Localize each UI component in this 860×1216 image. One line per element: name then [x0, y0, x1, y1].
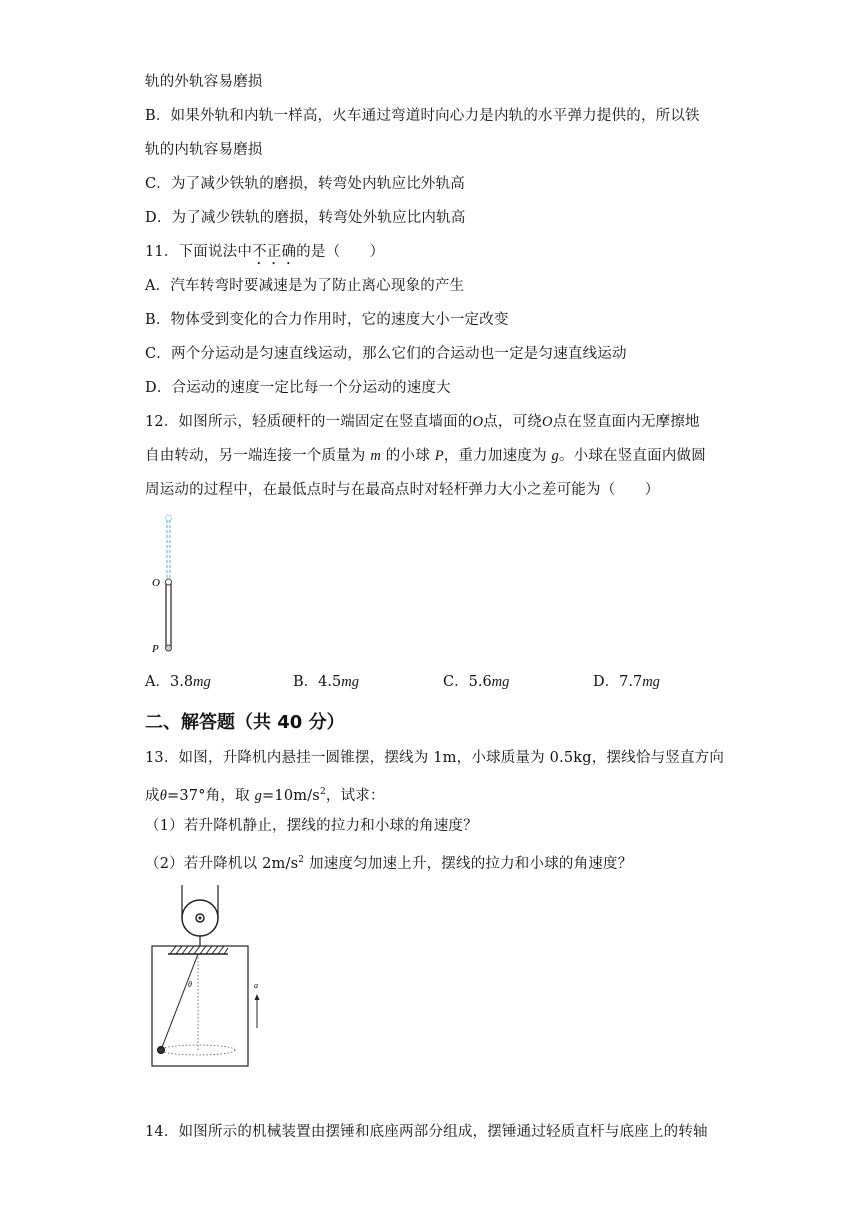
q13-part2: （2）若升降机以 $2m/s^2$ 加速度匀加速上升，摆线的拉力和小球的角速度？ [145, 855, 633, 872]
q13-stem-line1: 13．如图，升降机内悬挂一圆锥摆，摆线为 1m，小球质量为 0.5kg，摆线恰与竖直方向 [145, 750, 725, 766]
section-heading: 二、解答题（共 40 分） [145, 712, 345, 733]
label-P: P [152, 643, 159, 655]
q11-option-a: A．汽车转弯时要减速是为了防止离心现象的产生 [145, 278, 465, 294]
elevator-figure [140, 880, 280, 1075]
q12-option-d: D．7.7mg [593, 674, 660, 690]
q12-option-c: C．5.6mg [443, 674, 510, 690]
q14-stem: 14．如图所示的机械装置由摆锤和底座两部分组成，摆锤通过轻质直杆与底座上的转轴 [145, 1124, 708, 1140]
label-O: O [152, 577, 160, 589]
q11-option-c: C．两个分运动是匀速直线运动，那么它们的合运动也一定是匀速直线运动 [145, 346, 627, 362]
q11-stem: 11．下面说法中不正确的是（ ） [145, 244, 385, 260]
q10-line-continuation: 轨的外轨容易磨损 [145, 74, 263, 90]
label-a: a [254, 981, 258, 990]
q10-option-d: D．为了减少铁轨的磨损，转弯处外轨应比内轨高 [145, 210, 466, 226]
q13-part1: （1）若升降机静止，摆线的拉力和小球的角速度？ [145, 818, 478, 834]
q12-stem-line1: 12．如图所示，轻质硬杆的一端固定在竖直墙面的O点，可绕O点在竖直面内无摩擦地 [145, 414, 700, 430]
emphasis-text: 不正确 [252, 244, 297, 260]
label-theta: θ [188, 980, 192, 989]
q10-option-b-continuation: 轨的内轨容易磨损 [145, 142, 263, 158]
q11-option-d: D．合运动的速度一定比每一个分运动的速度大 [145, 380, 451, 396]
q13-stem-line2: 成θ=37°角，取 $g=10m/s^2$，试求： [145, 787, 385, 804]
q12-stem-line3: 周运动的过程中，在最低点时与在最高点时对轻杆弹力大小之差可能为（ ） [145, 482, 660, 498]
q12-stem-line2: 自由转动，另一端连接一个质量为 m 的小球 P，重力加速度为 g。小球在竖直面内做圆 [145, 448, 706, 464]
q11-option-b: B．物体受到变化的合力作用时，它的速度大小一定改变 [145, 312, 509, 328]
q12-option-b: B．4.5mg [293, 674, 359, 690]
q10-option-b: B．如果外轨和内轨一样高，火车通过弯道时向心力是内轨的水平弹力提供的，所以铁 [145, 108, 700, 124]
q10-option-c: C．为了减少铁轨的磨损，转弯处内轨应比外轨高 [145, 176, 465, 192]
rod-figure [140, 510, 190, 660]
q12-option-a: A．3.8mg [145, 674, 211, 690]
